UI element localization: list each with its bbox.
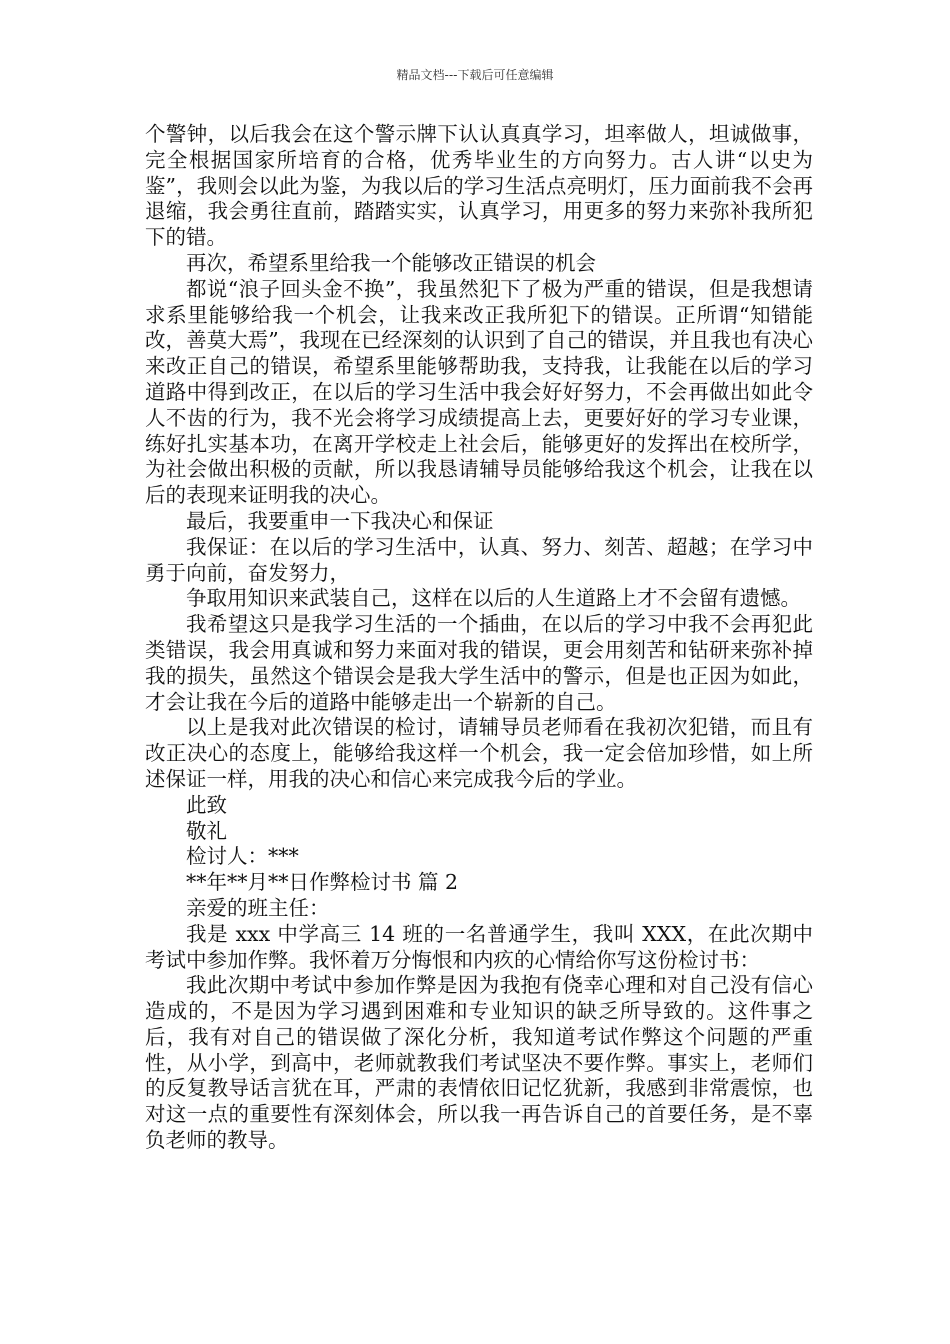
paragraph: 我希望这只是我学习生活的一个插曲，在以后的学习中我不会再犯此类错误，我会用真诚和努力来面对我的错误，更会用刻苦和钻研来弥补掉我的损失，虽然这个错误会是我大学生活中的警示，但是也正因为如此，才会让我在今后的道路中能够走出一个崭新的自己。 bbox=[145, 612, 813, 714]
page-header: 精品文档---下载后可任意编辑 bbox=[396, 68, 554, 82]
paragraph: 我是 xxx 中学高三 14 班的一名普通学生，我叫 XXX，在此次期中考试中参加作弊。我怀着万分悔恨和内疚的心情给你写这份检讨书： bbox=[145, 921, 813, 972]
document-body bbox=[145, 122, 813, 1154]
paragraph: 我保证：在以后的学习生活中，认真、努力、刻苦、超越；在学习中勇于向前，奋发努力， bbox=[145, 534, 813, 585]
paragraph: 最后，我要重申一下我决心和保证 bbox=[186, 508, 494, 533]
paragraph: 都说“浪子回头金不换”，我虽然犯下了极为严重的错误，但是我想请求系里能够给我一个机会，让我来改正我所犯下的错误。正所谓“知错能改，善莫大焉”，我现在已经深刻的认识到了自己的错误，并且我也有决心来改正自己的错误，希望系里能够帮助我，支持我，让我能在以后的学习道路中得到改正，在以后的学习生活中我会好好努力，不会再做出如此令人不齿的行为，我不光会将学习成绩提高上去，更要好好的学习专业课，练好扎实基本功，在离开学校走上社会后，能够更好的发挥出在校所学，为社会做出积极的贡献，所以我恳请辅导员能够给我这个机会，让我在以后的表现来证明我的决心。 bbox=[145, 276, 813, 508]
paragraph: 我此次期中考试中参加作弊是因为我抱有侥幸心理和对自己没有信心造成的，不是因为学习遇到困难和专业知识的缺乏所导致的。这件事之后，我有对自己的错误做了深化分析，我知道考试作弊这个问题的严重性，从小学，到高中，老师就教我们考试坚决不要作弊。事实上，老师们的反复教导话言犹在耳，严肃的表情依旧记忆犹新，我感到非常震惊，也对这一点的重要性有深刻体会，所以我一再告诉自己的首要任务，是不辜负老师的教导。 bbox=[145, 973, 813, 1153]
paragraph: 个警钟，以后我会在这个警示牌下认认真真学习，坦率做人，坦诚做事，完全根据国家所培育的合格，优秀毕业生的方向努力。古人讲“以史为鉴”，我则会以此为鉴，为我以后的学习生活点亮明灯，压力面前我不会再退缩，我会勇往直前，踏踏实实，认真学习，用更多的努力来弥补我所犯下的错。 bbox=[145, 122, 813, 250]
paragraph: 以上是我对此次错误的检讨，请辅导员老师看在我初次犯错，而且有改正决心的态度上，能够给我这样一个机会，我一定会倍加珍惜，如上所述保证一样，用我的决心和信心来完成我今后的学业。 bbox=[145, 715, 813, 791]
closing-line: 敬礼 bbox=[186, 818, 227, 843]
paragraph: 再次，希望系里给我一个能够改正错误的机会 bbox=[186, 250, 596, 275]
signature-line: 检讨人：*** bbox=[186, 844, 299, 869]
closing-line: 此致 bbox=[186, 792, 227, 817]
salutation: 亲爱的班主任： bbox=[186, 895, 330, 920]
paragraph: 争取用知识来武装自己，这样在以后的人生道路上才不会留有遗憾。 bbox=[186, 586, 801, 611]
section-title: **年**月**日作弊检讨书 篇 2 bbox=[186, 870, 459, 895]
